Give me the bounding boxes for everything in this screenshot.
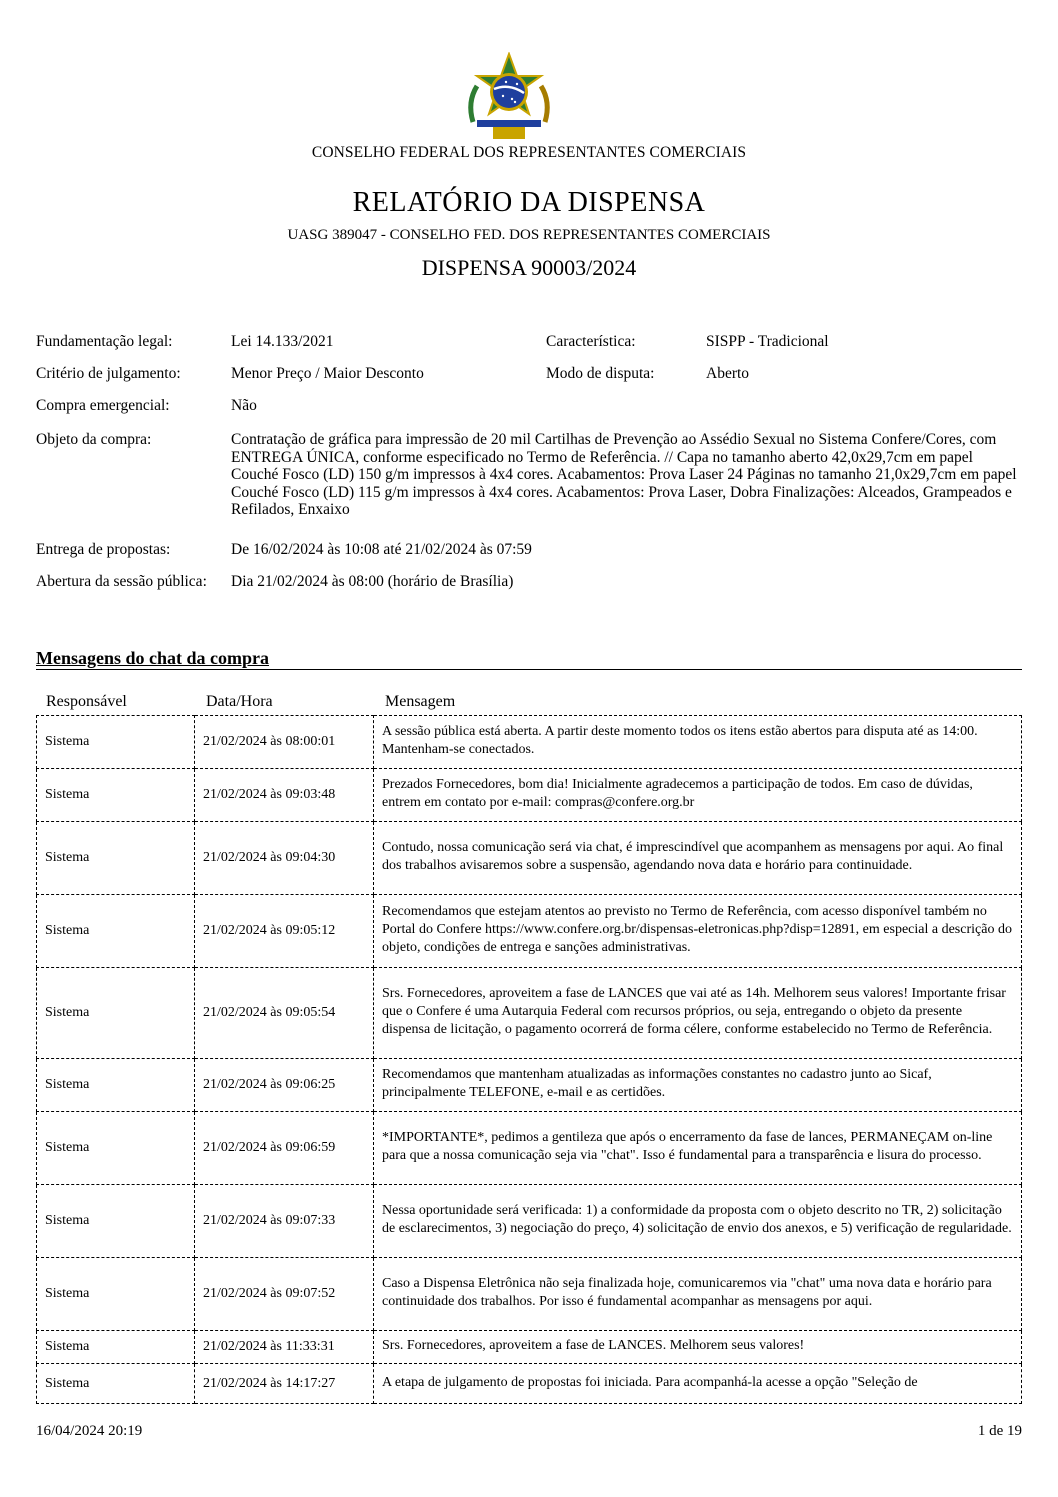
datahora-cell: 21/02/2024 às 09:03:48 xyxy=(195,769,374,822)
mensagem-cell: Recomendamos que mantenham atualizadas as informações constantes no cadastro junto ao Sicaf, principalmente TELEFONE, e-mail e as certidões. xyxy=(374,1059,1022,1112)
responsavel-cell: Sistema xyxy=(37,1059,195,1112)
responsavel-cell: Sistema xyxy=(37,1364,195,1404)
abertura-label: Abertura da sessão pública: xyxy=(36,573,207,590)
criterio-value: Menor Preço / Maior Desconto xyxy=(231,365,424,382)
fundamentacao-value: Lei 14.133/2021 xyxy=(231,333,334,350)
section-divider xyxy=(36,669,1022,670)
responsavel-cell: Sistema xyxy=(37,1112,195,1185)
table-row xyxy=(37,822,1022,895)
emergencial-label: Compra emergencial: xyxy=(36,397,170,414)
responsavel-cell: Sistema xyxy=(37,895,195,968)
column-header-datahora: Data/Hora xyxy=(206,693,273,710)
mensagem-cell: Srs. Fornecedores, aproveitem a fase de LANCES que vai até as 14h. Melhorem seus valores! Importante frisar que o Confere é uma Autarquia Federal com recursos próprios, ou seja, entregando o objeto da presente dispensa de licitação, o pagamento ocorrerá de forma célere, conforme estabelecido no Termo de Referência. xyxy=(374,968,1022,1059)
datahora-cell: 21/02/2024 às 09:04:30 xyxy=(195,822,374,895)
datahora-cell: 21/02/2024 às 09:06:25 xyxy=(195,1059,374,1112)
responsavel-cell: Sistema xyxy=(37,716,195,769)
table-row xyxy=(37,968,1022,1059)
table-row xyxy=(37,1258,1022,1331)
datahora-cell: 21/02/2024 às 09:07:52 xyxy=(195,1258,374,1331)
abertura-value: Dia 21/02/2024 às 08:00 (horário de Brasília) xyxy=(231,573,514,590)
responsavel-cell: Sistema xyxy=(37,769,195,822)
organization-name: CONSELHO FEDERAL DOS REPRESENTANTES COMERCIAIS xyxy=(311,144,747,161)
footer-timestamp: 16/04/2024 20:19 xyxy=(36,1423,143,1439)
datahora-cell: 21/02/2024 às 09:06:59 xyxy=(195,1112,374,1185)
table-row xyxy=(37,895,1022,968)
mensagem-cell: A etapa de julgamento de propostas foi iniciada. Para acompanhá-la acesse a opção "Seleção de xyxy=(374,1364,1022,1404)
caracteristica-label: Característica: xyxy=(546,333,636,350)
mensagem-cell: Nessa oportunidade será verificada: 1) a conformidade da proposta com o objeto descrito no TR, 2) solicitação de esclarecimentos, 3) negociação do preço, 4) solicitação de envio dos anexos, e 5) verificação de regularidade. xyxy=(374,1185,1022,1258)
datahora-cell: 21/02/2024 às 14:17:27 xyxy=(195,1364,374,1404)
column-header-mensagem: Mensagem xyxy=(385,693,456,710)
report-title: RELATÓRIO DA DISPENSA xyxy=(352,187,706,218)
dispensa-number: DISPENSA 90003/2024 xyxy=(421,255,637,280)
responsavel-cell: Sistema xyxy=(37,1258,195,1331)
chat-messages-table xyxy=(36,715,1022,1404)
datahora-cell: 21/02/2024 às 11:33:31 xyxy=(195,1331,374,1364)
page-number: 1 de 19 xyxy=(977,1423,1022,1439)
entrega-value: De 16/02/2024 às 10:08 até 21/02/2024 às 07:59 xyxy=(231,541,532,558)
caracteristica-value: SISPP - Tradicional xyxy=(706,333,829,350)
datahora-cell: 21/02/2024 às 09:05:12 xyxy=(195,895,374,968)
table-row xyxy=(37,1112,1022,1185)
chat-section-title: Mensagens do chat da compra xyxy=(36,648,269,668)
uasg-line: UASG 389047 - CONSELHO FED. DOS REPRESENTANTES COMERCIAIS xyxy=(287,227,771,243)
table-row xyxy=(37,1331,1022,1364)
objeto-value: Contratação de gráfica para impressão de 20 mil Cartilhas de Prevenção ao Assédio Sexual no Sistema Confere/Cores, com ENTREGA ÚNICA, conforme especificado no Termo de Referência. // Capa no tamanho aberto 42,0x29,7cm em papel Couché Fosco (LD) 150 g/m impressos à 4x4 cores. Acabamentos: Prova Laser 24 Páginas no tamanho 21,0x29,7cm em papel Couché Fosco (LD) 115 g/m impressos à 4x4 cores. Acabamentos: Prova Laser, Dobra Finalizações: Alceados, Grampeados e Refilados, Enxaixo xyxy=(231,431,1017,518)
datahora-cell: 21/02/2024 às 09:07:33 xyxy=(195,1185,374,1258)
entrega-label: Entrega de propostas: xyxy=(36,541,171,558)
modo-label: Modo de disputa: xyxy=(546,365,655,382)
responsavel-cell: Sistema xyxy=(37,968,195,1059)
fundamentacao-label: Fundamentação legal: xyxy=(36,333,173,350)
column-header-responsavel: Responsável xyxy=(46,693,127,710)
table-row xyxy=(37,769,1022,822)
mensagem-cell: Recomendamos que estejam atentos ao previsto no Termo de Referência, com acesso disponível também no Portal do Confere https://www.confere.org.br/dispensas-eletronicas.php?disp=12891, em especial a descrição do objeto, condições de entrega e sanções administrativas. xyxy=(374,895,1022,968)
mensagem-cell: Caso a Dispensa Eletrônica não seja finalizada hoje, comunicaremos via "chat" uma nova data e horário para continuidade dos trabalhos. Por isso é fundamental acompanhar as mensagens por aqui. xyxy=(374,1258,1022,1331)
brazil-coat-of-arms-icon xyxy=(463,52,555,142)
responsavel-cell: Sistema xyxy=(37,822,195,895)
mensagem-cell: Prezados Fornecedores, bom dia! Inicialmente agradecemos a participação de todos. Em caso de dúvidas, entrem em contato por e-mail: compras@confere.org.br xyxy=(374,769,1022,822)
datahora-cell: 21/02/2024 às 09:05:54 xyxy=(195,968,374,1059)
mensagem-cell: A sessão pública está aberta. A partir deste momento todos os itens estão abertos para disputa até as 14:00. Mantenham-se conectados. xyxy=(374,716,1022,769)
mensagem-cell: *IMPORTANTE*, pedimos a gentileza que após o encerramento da fase de lances, PERMANEÇAM on-line para que a nossa comunicação seja via "chat". Isso é fundamental para a transparência e lisura do processo. xyxy=(374,1112,1022,1185)
emergencial-value: Não xyxy=(231,397,257,414)
datahora-cell: 21/02/2024 às 08:00:01 xyxy=(195,716,374,769)
modo-value: Aberto xyxy=(706,365,750,382)
table-row xyxy=(37,1364,1022,1404)
table-row xyxy=(37,1059,1022,1112)
objeto-label: Objeto da compra: xyxy=(36,431,152,448)
criterio-label: Critério de julgamento: xyxy=(36,365,181,382)
mensagem-cell: Contudo, nossa comunicação será via chat, é imprescindível que acompanhem as mensagens por aqui. Ao final dos trabalhos avisaremos sobre a suspensão, agendando nova data e horário para continuidade. xyxy=(374,822,1022,895)
responsavel-cell: Sistema xyxy=(37,1331,195,1364)
mensagem-cell: Srs. Fornecedores, aproveitem a fase de LANCES. Melhorem seus valores! xyxy=(374,1331,1022,1364)
table-row xyxy=(37,1185,1022,1258)
responsavel-cell: Sistema xyxy=(37,1185,195,1258)
table-row xyxy=(37,716,1022,769)
